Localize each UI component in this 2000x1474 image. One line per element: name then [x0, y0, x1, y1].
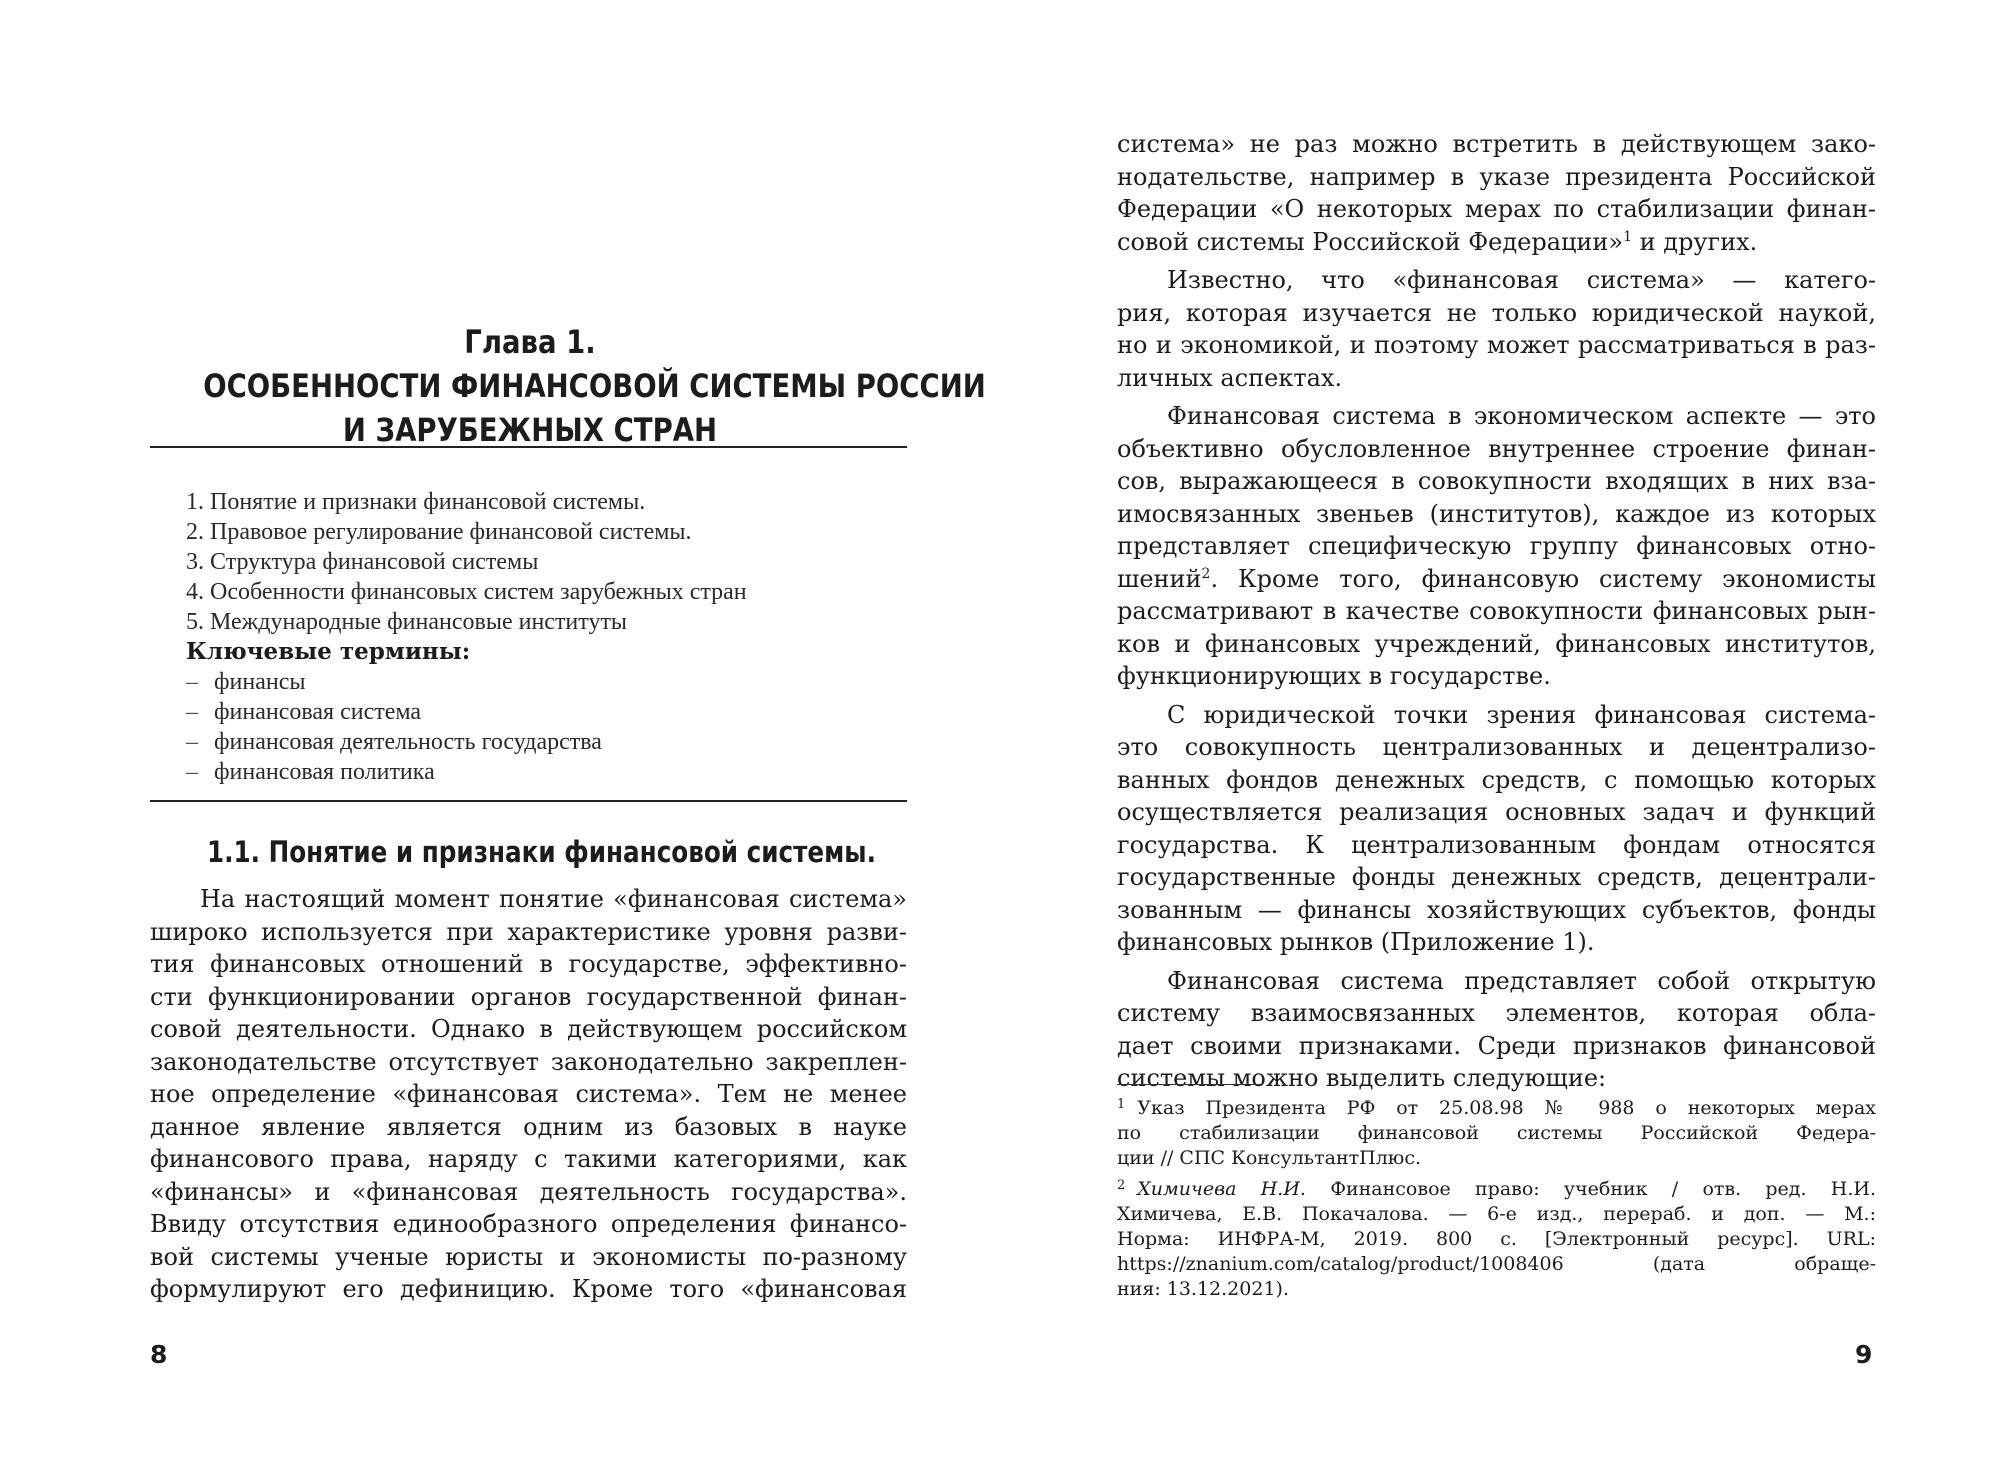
text-line: Федерации «О некоторых мерах по стабилизации финан- [1117, 195, 1876, 223]
paragraph-2 [1117, 264, 1876, 394]
text-line: ния: 13.12.2021). [1117, 1278, 1289, 1300]
text-line: совой деятельности. Однако в действующем российском [150, 1015, 907, 1043]
text-line: дает своими признаками. Среди признаков финансовой [1117, 1031, 1876, 1060]
footnote-1 [1117, 1092, 1876, 1171]
text-line [1117, 1092, 1876, 1121]
text-line: зованным — финансы хозяйствующих субъектов, фонды [1117, 895, 1876, 924]
text-line: На настоящий момент понятие «финансовая система» [200, 885, 907, 913]
text-line: формулируют его дефиницию. Кроме того «финансовая [150, 1275, 907, 1303]
text-line: ков и финансовых учреждений, финансовых институтов, [1117, 629, 1876, 658]
text-line: вой системы ученые юристы и экономисты по-разному [150, 1242, 907, 1271]
footnote-number: 1 [1117, 1097, 1126, 1112]
text-line: ное определение «финансовая система». Тем не менее [150, 1080, 907, 1108]
chapter-number: Глава 1. [464, 323, 596, 361]
text-line: Известно, что «финансовая система» — катего- [1167, 266, 1876, 294]
text-line: осуществляется реализация основных задач и функций [1117, 798, 1876, 826]
text-line: государства. К централизованным фондам относятся [1117, 830, 1876, 859]
text-line: функционирующих в государстве. [1117, 662, 1551, 690]
text-line: ции // СПС КонсультантПлюс. [1117, 1147, 1422, 1169]
text-line: рия, которая изучается не только юридической наукой, [1117, 298, 1876, 327]
text-line: имосвязанных звеньев (институтов), каждое из которых [1117, 499, 1876, 528]
footnote-ref-2: 2 [1201, 565, 1211, 582]
text-line: нодательстве, например в указе президента Российской [1117, 162, 1876, 191]
text-line: тия финансовых отношений в государстве, эффективно- [150, 950, 907, 978]
text-line: https://znanium.com/catalog/product/1008406 (дата обраще- [1117, 1253, 1876, 1275]
right-page [1000, 0, 2000, 1474]
chapter-title [203, 320, 986, 452]
text-line: система» не раз можно встретить в действующем зако- [1117, 130, 1876, 158]
text-line: «финансы» и «финансовая деятельность государства». [150, 1177, 907, 1206]
text-line: государственные фонды денежных средств, децентрали- [1117, 863, 1876, 891]
footnote-author: Химичева Н.И. [1137, 1178, 1306, 1200]
text-line: сти функционировании органов государственной финан- [150, 982, 907, 1011]
footnote-divider [1117, 1084, 1262, 1085]
key-term [186, 667, 886, 697]
right-body-text [1117, 128, 1876, 1095]
toc-item: 4. Особенности финансовых систем зарубежных стран [186, 579, 747, 605]
text-line: сов, выражающееся в совокупности входящих в них вза- [1117, 467, 1876, 495]
text-fragment: совой системы Российской Федерации» [1117, 227, 1624, 256]
text-line: законодательстве отсутствует законодательно закреплен- [150, 1047, 907, 1076]
key-term [186, 727, 886, 757]
text-line: это совокупность централизованных и децентрализо- [1117, 733, 1876, 761]
footnotes [1117, 1092, 1876, 1302]
text-line: личных аспектах. [1117, 363, 1343, 392]
key-term [186, 697, 886, 727]
paragraph-4 [1117, 699, 1876, 959]
key-term-dash: – [186, 729, 198, 755]
text-line [1117, 1173, 1876, 1202]
text-line: системы можно выделить следующие: [1117, 1064, 1607, 1092]
text-line: Финансовая система представляет собой открытую [1167, 966, 1876, 995]
text-line: Финансовая система в экономическом аспекте — это [1167, 402, 1876, 430]
text-line [1117, 563, 1876, 596]
text-line: ванных фондов денежных средств, с помощью которых [1117, 765, 1876, 794]
toc-item: 2. Правовое регулирование финансовой системы. [186, 519, 692, 545]
text-fragment: Указ Президента РФ от 25.08.98 № 988 о некоторых мерах [1137, 1097, 1876, 1119]
chapter-title-line-1: ОСОБЕННОСТИ ФИНАНСОВОЙ СИСТЕМЫ РОССИИ [203, 367, 986, 405]
paragraph-3 [1117, 400, 1876, 693]
toc-item: 3. Структура финансовой системы [186, 549, 539, 575]
text-line: представляет специфическую группу финансовых отно- [1117, 532, 1876, 560]
key-term-text: финансовая политика [214, 759, 435, 785]
text-line: рассматривают в качестве совокупности финансовых рын- [1117, 597, 1876, 625]
key-term-dash: – [186, 669, 198, 695]
text-line: С юридической точки зрения финансовая система- [1167, 700, 1876, 729]
chapter-title-line-2: И ЗАРУБЕЖНЫХ СТРАН [342, 411, 718, 449]
text-fragment: шений [1117, 564, 1202, 593]
page-number-left: 8 [150, 1340, 168, 1369]
text-line: Химичева, Е.В. Покачалова. — 6-е изд., перераб. и доп. — М.: [1117, 1203, 1876, 1225]
text-fragment: и других. [1632, 227, 1758, 256]
text-line [1117, 226, 1876, 259]
text-fragment: . Кроме того, финансовую систему экономисты [1210, 564, 1876, 593]
footnote-ref-1: 1 [1623, 228, 1633, 245]
text-line: Норма: ИНФРА-М, 2019. 800 с. [Электронный ресурс]. URL: [1117, 1228, 1876, 1250]
text-line: по стабилизации финансовой системы Российской Федера- [1117, 1122, 1876, 1144]
key-term [186, 757, 886, 787]
top-divider [150, 446, 907, 448]
toc-item: 1. Понятие и признаки финансовой системы. [186, 489, 646, 515]
left-body-paragraph [150, 883, 907, 1306]
key-term-dash: – [186, 699, 198, 725]
text-line: Ввиду отсутствия единообразного определения финансо- [150, 1210, 907, 1238]
text-fragment: Финансовое право: учебник / отв. ред. Н.И. [1305, 1178, 1876, 1200]
key-term-text: финансы [214, 669, 306, 695]
text-line: но и экономикой, и поэтому может рассматриваться в раз- [1117, 331, 1876, 359]
footnote-2 [1117, 1173, 1876, 1302]
text-line: объективно обусловленное внутреннее строение финан- [1117, 434, 1876, 463]
key-term-dash: – [186, 759, 198, 785]
text-line: финансового права, наряду с такими категориями, как [150, 1145, 907, 1173]
key-term-text: финансовая система [214, 699, 422, 725]
paragraph-1 [1117, 128, 1876, 258]
paragraph-5 [1117, 965, 1876, 1095]
footnote-number: 2 [1117, 1178, 1126, 1193]
text-line: широко используется при характеристике уровня разви- [150, 917, 907, 946]
toc-item: 5. Международные финансовые институты [186, 609, 628, 635]
text-line: систему взаимосвязанных элементов, которая обла- [1117, 999, 1876, 1027]
section-title: 1.1. Понятие и признаки финансовой системы. [207, 835, 876, 869]
bottom-divider [150, 800, 907, 802]
key-terms-title: Ключевые термины: [186, 638, 471, 665]
chapter-contents [186, 487, 886, 787]
key-term-text: финансовая деятельность государства [214, 729, 602, 755]
text-line: данное явление является одним из базовых в науке [150, 1112, 907, 1141]
page-number-right: 9 [1855, 1340, 1873, 1369]
text-line: финансовых рынков (Приложение 1). [1117, 928, 1595, 956]
